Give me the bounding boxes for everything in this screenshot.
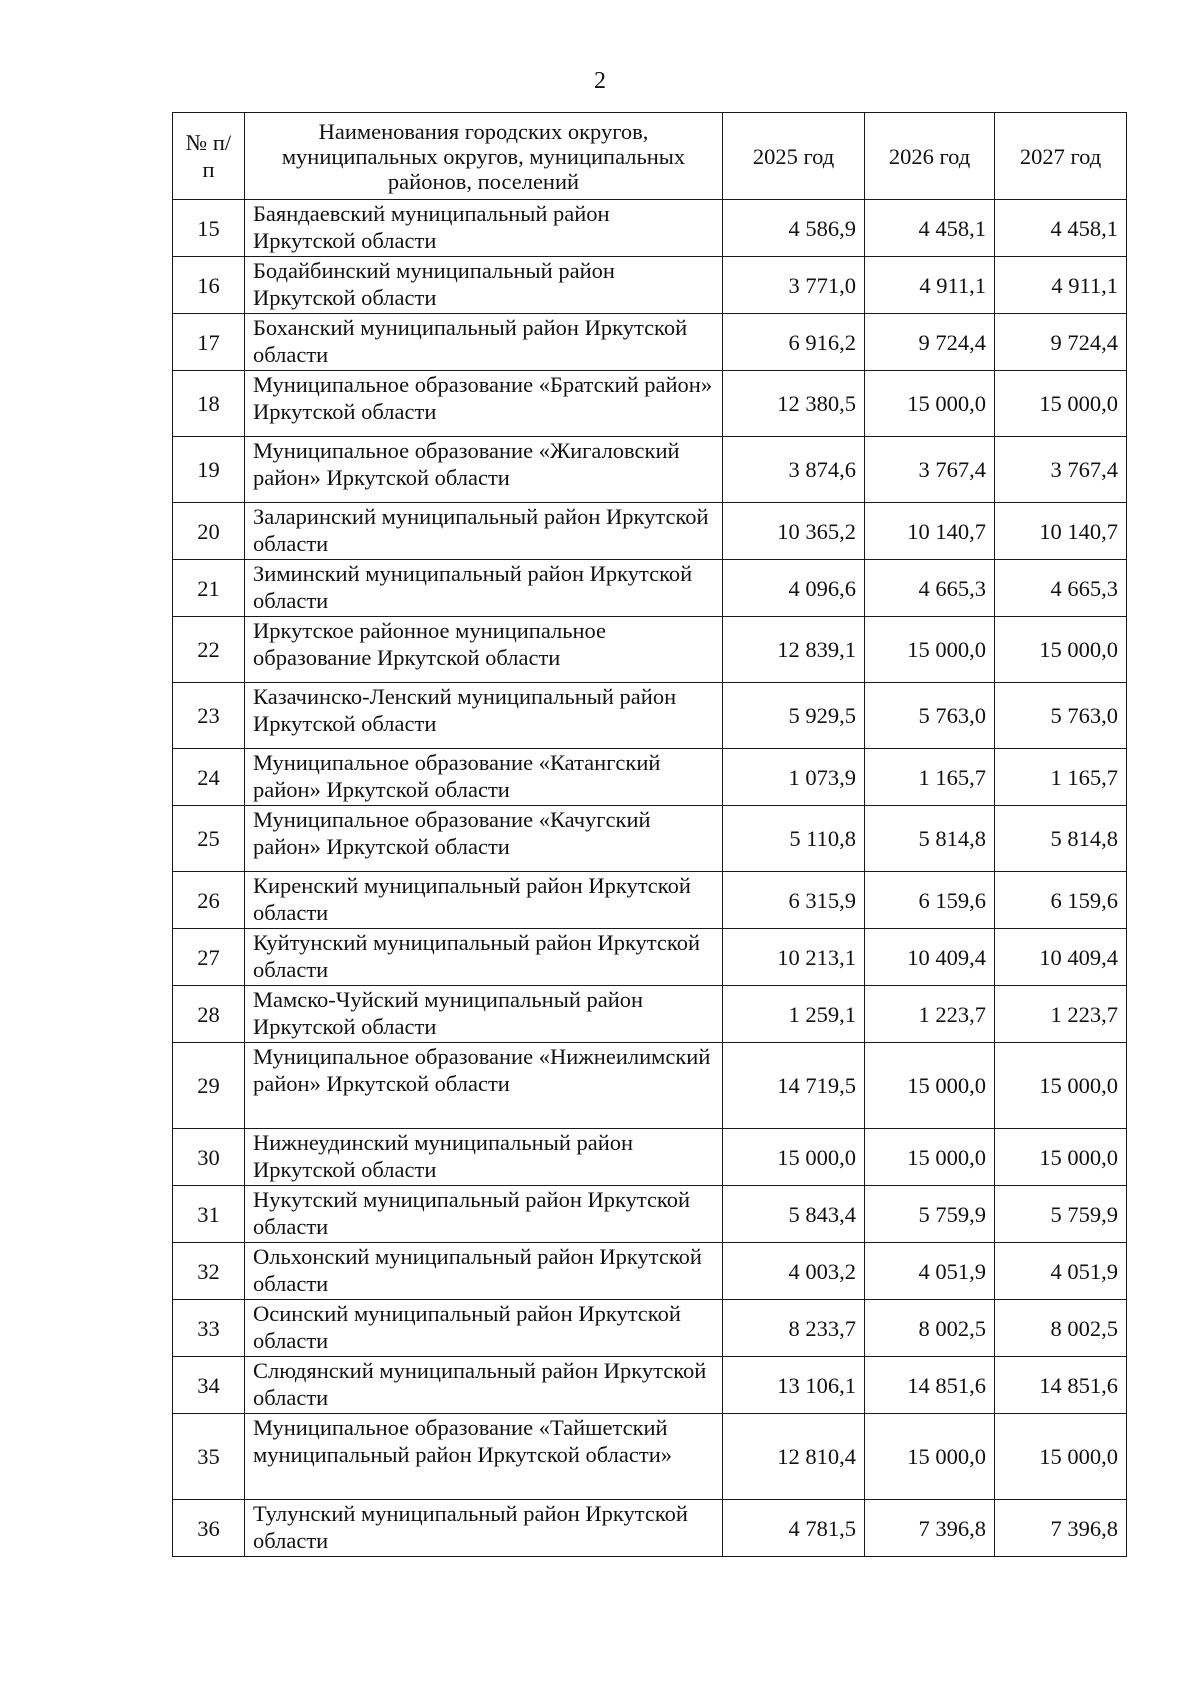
- row-value-2025: 4 586,9: [723, 200, 865, 257]
- row-number: 36: [173, 1500, 245, 1557]
- row-number: 15: [173, 200, 245, 257]
- row-value-2027: 9 724,4: [995, 314, 1127, 371]
- row-value-2027: 1 223,7: [995, 986, 1127, 1043]
- row-value-2025: 14 719,5: [723, 1043, 865, 1129]
- row-value-2027: 6 159,6: [995, 872, 1127, 929]
- header-2026: 2026 год: [865, 113, 995, 200]
- row-value-2025: 4 781,5: [723, 1500, 865, 1557]
- row-value-2025: 6 315,9: [723, 872, 865, 929]
- row-value-2025: 10 365,2: [723, 503, 865, 560]
- row-value-2026: 3 767,4: [865, 437, 995, 503]
- row-value-2026: 15 000,0: [865, 1414, 995, 1500]
- row-value-2026: 1 165,7: [865, 749, 995, 806]
- row-number: 20: [173, 503, 245, 560]
- row-name: Мамско-Чуйский муниципальный район Иркутской области: [245, 986, 723, 1043]
- row-value-2025: 4 096,6: [723, 560, 865, 617]
- row-value-2025: 5 929,5: [723, 683, 865, 749]
- row-value-2026: 4 051,9: [865, 1243, 995, 1300]
- row-name: Киренский муниципальный район Иркутской области: [245, 872, 723, 929]
- table-row: [173, 1043, 1127, 1129]
- row-value-2026: 5 814,8: [865, 806, 995, 872]
- row-number: 34: [173, 1357, 245, 1414]
- table-row: [173, 503, 1127, 560]
- row-value-2027: 15 000,0: [995, 1129, 1127, 1186]
- table-row: [173, 371, 1127, 437]
- row-value-2027: 4 665,3: [995, 560, 1127, 617]
- table-row: [173, 314, 1127, 371]
- row-value-2026: 10 140,7: [865, 503, 995, 560]
- row-value-2027: 3 767,4: [995, 437, 1127, 503]
- row-value-2027: 4 911,1: [995, 257, 1127, 314]
- row-name: Ольхонский муниципальный район Иркутской области: [245, 1243, 723, 1300]
- row-value-2025: 5 110,8: [723, 806, 865, 872]
- row-value-2026: 4 665,3: [865, 560, 995, 617]
- table-row: [173, 257, 1127, 314]
- row-name: Муниципальное образование «Тайшетский муниципальный район Иркутской области»: [245, 1414, 723, 1500]
- row-value-2027: 5 759,9: [995, 1186, 1127, 1243]
- row-value-2026: 15 000,0: [865, 1129, 995, 1186]
- row-value-2027: 4 051,9: [995, 1243, 1127, 1300]
- row-name: Нижнеудинский муниципальный район Иркутской области: [245, 1129, 723, 1186]
- header-name: Наименования городских округов, муниципальных округов, муниципальных районов, поселений: [245, 113, 723, 200]
- row-name: Тулунский муниципальный район Иркутской области: [245, 1500, 723, 1557]
- table-row: [173, 1414, 1127, 1500]
- row-number: 23: [173, 683, 245, 749]
- table-row: [173, 806, 1127, 872]
- row-value-2027: 15 000,0: [995, 1043, 1127, 1129]
- table-row: [173, 560, 1127, 617]
- row-number: 24: [173, 749, 245, 806]
- row-name: Боханский муниципальный район Иркутской области: [245, 314, 723, 371]
- row-value-2025: 12 810,4: [723, 1414, 865, 1500]
- row-name: Муниципальное образование «Нижнеилимский район» Иркутской области: [245, 1043, 723, 1129]
- header-2027: 2027 год: [995, 113, 1127, 200]
- row-value-2025: 1 073,9: [723, 749, 865, 806]
- table-row: [173, 1500, 1127, 1557]
- table-row: [173, 1357, 1127, 1414]
- row-name: Муниципальное образование «Жигаловский район» Иркутской области: [245, 437, 723, 503]
- row-name: Заларинский муниципальный район Иркутской области: [245, 503, 723, 560]
- row-value-2025: 3 771,0: [723, 257, 865, 314]
- row-value-2026: 6 159,6: [865, 872, 995, 929]
- row-value-2025: 1 259,1: [723, 986, 865, 1043]
- header-2025: 2025 год: [723, 113, 865, 200]
- row-value-2026: 4 458,1: [865, 200, 995, 257]
- row-value-2026: 14 851,6: [865, 1357, 995, 1414]
- row-number: 19: [173, 437, 245, 503]
- row-value-2027: 4 458,1: [995, 200, 1127, 257]
- row-number: 21: [173, 560, 245, 617]
- row-name: Муниципальное образование «Братский район» Иркутской области: [245, 371, 723, 437]
- table-row: [173, 1243, 1127, 1300]
- row-number: 25: [173, 806, 245, 872]
- row-name: Осинский муниципальный район Иркутской области: [245, 1300, 723, 1357]
- table-row: [173, 872, 1127, 929]
- row-number: 16: [173, 257, 245, 314]
- row-number: 28: [173, 986, 245, 1043]
- page-number: 2: [594, 68, 606, 94]
- table-row: [173, 437, 1127, 503]
- table-row: [173, 617, 1127, 683]
- row-value-2027: 15 000,0: [995, 617, 1127, 683]
- row-value-2025: 4 003,2: [723, 1243, 865, 1300]
- row-name: Баяндаевский муниципальный район Иркутской области: [245, 200, 723, 257]
- row-name: Иркутское районное муниципальное образование Иркутской области: [245, 617, 723, 683]
- table-row: [173, 1186, 1127, 1243]
- row-value-2026: 5 763,0: [865, 683, 995, 749]
- row-value-2026: 9 724,4: [865, 314, 995, 371]
- row-number: 17: [173, 314, 245, 371]
- row-value-2025: 15 000,0: [723, 1129, 865, 1186]
- row-value-2025: 12 380,5: [723, 371, 865, 437]
- row-name: Муниципальное образование «Катангский район» Иркутской области: [245, 749, 723, 806]
- row-value-2027: 5 814,8: [995, 806, 1127, 872]
- row-value-2026: 4 911,1: [865, 257, 995, 314]
- row-name: Зиминский муниципальный район Иркутской области: [245, 560, 723, 617]
- table-row: [173, 929, 1127, 986]
- row-value-2027: 7 396,8: [995, 1500, 1127, 1557]
- row-number: 26: [173, 872, 245, 929]
- table-row: [173, 1300, 1127, 1357]
- row-value-2026: 10 409,4: [865, 929, 995, 986]
- row-number: 35: [173, 1414, 245, 1500]
- budget-table: [172, 112, 1127, 1557]
- header-number: № п/п: [173, 113, 245, 200]
- table-row: [173, 200, 1127, 257]
- row-name: Нукутский муниципальный район Иркутской области: [245, 1186, 723, 1243]
- row-value-2026: 8 002,5: [865, 1300, 995, 1357]
- row-number: 27: [173, 929, 245, 986]
- row-number: 31: [173, 1186, 245, 1243]
- row-value-2025: 3 874,6: [723, 437, 865, 503]
- row-name: Казачинско-Ленский муниципальный район Иркутской области: [245, 683, 723, 749]
- row-name: Муниципальное образование «Качугский район» Иркутской области: [245, 806, 723, 872]
- row-value-2025: 8 233,7: [723, 1300, 865, 1357]
- row-number: 33: [173, 1300, 245, 1357]
- row-name: Бодайбинский муниципальный район Иркутской области: [245, 257, 723, 314]
- row-value-2026: 15 000,0: [865, 617, 995, 683]
- row-number: 18: [173, 371, 245, 437]
- row-value-2026: 5 759,9: [865, 1186, 995, 1243]
- table-header-row: [173, 113, 1127, 200]
- row-value-2027: 8 002,5: [995, 1300, 1127, 1357]
- row-value-2026: 15 000,0: [865, 1043, 995, 1129]
- row-value-2026: 7 396,8: [865, 1500, 995, 1557]
- row-number: 32: [173, 1243, 245, 1300]
- row-name: Куйтунский муниципальный район Иркутской области: [245, 929, 723, 986]
- row-value-2026: 1 223,7: [865, 986, 995, 1043]
- row-value-2027: 15 000,0: [995, 371, 1127, 437]
- table-row: [173, 986, 1127, 1043]
- row-value-2026: 15 000,0: [865, 371, 995, 437]
- row-value-2025: 6 916,2: [723, 314, 865, 371]
- row-value-2025: 12 839,1: [723, 617, 865, 683]
- row-number: 29: [173, 1043, 245, 1129]
- table-row: [173, 683, 1127, 749]
- row-value-2025: 13 106,1: [723, 1357, 865, 1414]
- table-row: [173, 1129, 1127, 1186]
- row-value-2025: 5 843,4: [723, 1186, 865, 1243]
- row-value-2025: 10 213,1: [723, 929, 865, 986]
- table-row: [173, 749, 1127, 806]
- row-name: Слюдянский муниципальный район Иркутской области: [245, 1357, 723, 1414]
- row-value-2027: 1 165,7: [995, 749, 1127, 806]
- row-number: 22: [173, 617, 245, 683]
- row-value-2027: 10 409,4: [995, 929, 1127, 986]
- row-value-2027: 15 000,0: [995, 1414, 1127, 1500]
- row-value-2027: 10 140,7: [995, 503, 1127, 560]
- row-value-2027: 5 763,0: [995, 683, 1127, 749]
- row-value-2027: 14 851,6: [995, 1357, 1127, 1414]
- row-number: 30: [173, 1129, 245, 1186]
- table-body: [173, 200, 1127, 1557]
